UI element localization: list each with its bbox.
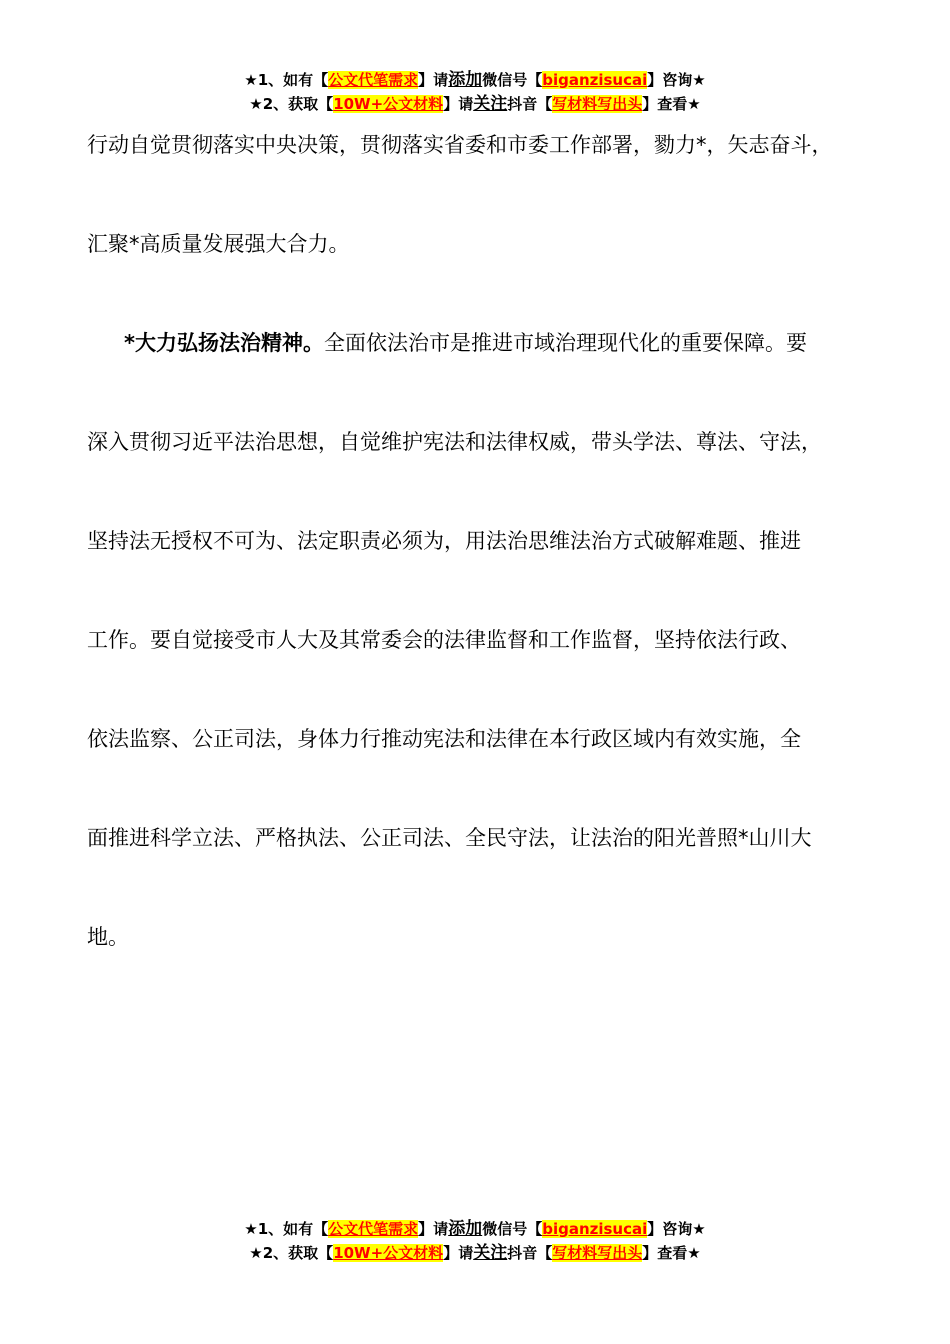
banner-line-1 [0,68,950,92]
banner-text: 】咨询★ [647,1220,706,1238]
banner-line-1 [0,1217,950,1241]
banner-text: 】请 [443,95,474,113]
banner-text: 】咨询★ [647,71,706,89]
banner-highlight: 10W+公文材料 [333,1244,444,1262]
text-line: 汇聚*高质量发展强大合力。 [87,232,350,256]
banner-line-2 [0,1241,950,1265]
banner-emphasis: 添加 [448,70,483,90]
banner-highlight: 写材料写出头 [552,1244,643,1262]
text-line: 坚持法无授权不可为、法定职责必须为，用法治思维法治方式破解难题、推进 [87,529,801,553]
paragraph-heading-line [87,313,887,412]
banner-text: 】查看★ [642,95,701,113]
banner-text: ★1、如有【 [244,1220,329,1238]
banner-text: ★2、获取【 [249,1244,334,1262]
banner-highlight: biganzisucai [542,71,648,89]
banner-text: 微信号【 [482,1220,543,1238]
banner-highlight: 公文代笔需求 [328,1220,419,1238]
document-body [87,115,887,1006]
banner-text: 】查看★ [642,1244,701,1262]
banner-emphasis: 添加 [448,1219,483,1239]
banner-highlight: 写材料写出头 [552,95,643,113]
banner-highlight: 10W+公文材料 [333,95,444,113]
text-line: 依法监察、公正司法，身体力行推动宪法和法律在本行政区域内有效实施，全 [87,727,801,751]
text-line: 面推进科学立法、严格执法、公正司法、全民守法，让法治的阳光普照*山川大 [87,826,812,850]
banner-highlight: biganzisucai [542,1220,648,1238]
banner-line-2 [0,92,950,116]
text-line: 深入贯彻习近平法治思想，自觉维护宪法和法律权威，带头学法、尊法、守法， [87,430,822,454]
banner-text: 】请 [418,71,449,89]
banner-text: 抖音【 [507,1244,553,1262]
banner-highlight: 公文代笔需求 [328,71,419,89]
paragraph-heading: *大力弘扬法治精神。 [124,331,324,355]
banner-text: ★2、获取【 [249,95,334,113]
banner-text: ★1、如有【 [244,71,329,89]
banner-text: 抖音【 [507,95,553,113]
header-banner [0,68,950,116]
text-line: 地。 [87,925,129,949]
banner-text: 微信号【 [482,71,543,89]
banner-emphasis: 关注 [473,94,508,114]
text-fragment: 全面依法治市是推进市域治理现代化的重要保障。要 [323,331,807,355]
text-line: 工作。要自觉接受市人大及其常委会的法律监督和工作监督，坚持依法行政、 [87,628,801,652]
banner-text: 】请 [418,1220,449,1238]
footer-banner [0,1217,950,1265]
banner-emphasis: 关注 [473,1243,508,1263]
text-line: 行动自觉贯彻落实中央决策，贯彻落实省委和市委工作部署，勠力*，矢志奋斗， [87,133,833,157]
banner-text: 】请 [443,1244,474,1262]
